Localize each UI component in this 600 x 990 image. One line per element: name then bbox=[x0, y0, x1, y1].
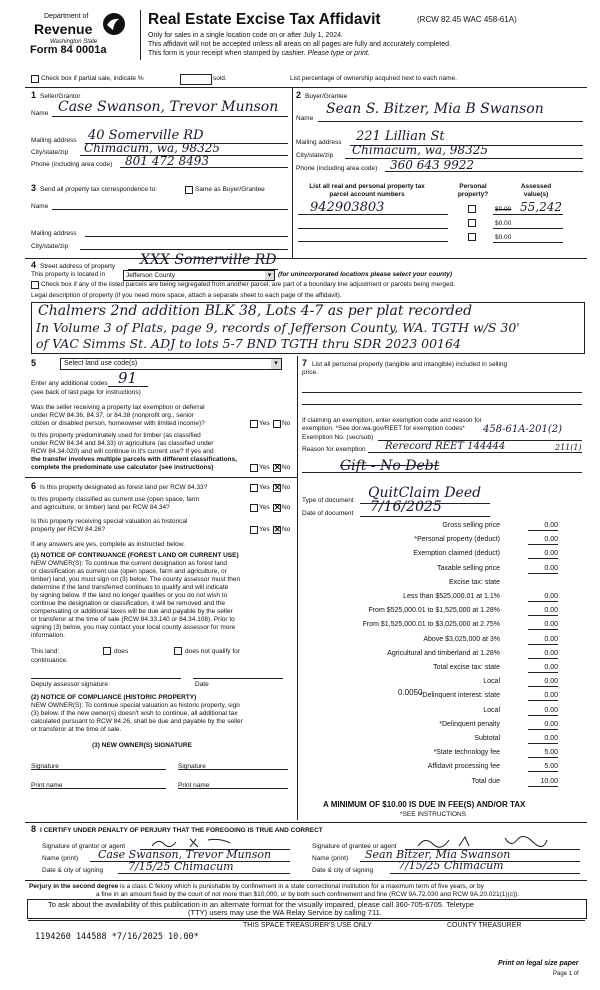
calc-row-label: Subtotal bbox=[474, 735, 500, 742]
grantee-sig-label: Signature of grantee or agent bbox=[312, 843, 397, 850]
buyer-name-label: Name bbox=[296, 115, 314, 122]
logo-revenue: Revenue bbox=[34, 21, 93, 37]
line bbox=[31, 678, 181, 679]
notice1-line: NEW OWNER(S): To continue the current designation as forest land bbox=[31, 560, 228, 567]
calc-row-label: Agricultural and timberland at 1.28% bbox=[387, 649, 500, 657]
notice2-title: (2) NOTICE OF COMPLIANCE (HISTORIC PROPERTY) bbox=[31, 694, 197, 701]
notice3-title: (3) NEW OWNER(S) SIGNATURE bbox=[92, 742, 192, 749]
calc-row-label: Affidavit processing fee bbox=[427, 763, 500, 771]
line bbox=[493, 214, 563, 215]
property-heading-num: 4 bbox=[31, 260, 37, 270]
notice1-line: by signing below. If the land no longer qualifies or you do not wish to bbox=[31, 592, 228, 599]
line bbox=[493, 228, 563, 229]
section7-heading-2: price. bbox=[302, 369, 318, 376]
assessed-1-value[interactable]: 55,242 bbox=[520, 200, 562, 214]
calc-row-value[interactable]: 0.00 bbox=[544, 621, 558, 629]
calc-row-value[interactable]: 0.00 bbox=[544, 706, 558, 714]
calc-row-line bbox=[528, 658, 558, 659]
legal-description-box[interactable] bbox=[31, 302, 585, 354]
calc-row-value[interactable]: 5.00 bbox=[544, 749, 558, 757]
treasurer-use-label: THIS SPACE TREASURER'S USE ONLY bbox=[243, 922, 372, 929]
land-does-label: does bbox=[114, 648, 129, 655]
buyer-heading-num: 2 bbox=[296, 90, 302, 100]
section5-heading-num: 5 bbox=[31, 358, 37, 368]
same-as-buyer-checkbox[interactable] bbox=[185, 186, 193, 194]
same-as-buyer-label: Same as Buyer/Grantee bbox=[195, 186, 265, 193]
personal-property-1-checkbox[interactable] bbox=[468, 205, 476, 213]
this-land-label: This land: bbox=[31, 648, 60, 655]
calc-row-line bbox=[528, 686, 558, 687]
assessed-2-value[interactable]: $0.00 bbox=[495, 220, 512, 227]
doc-type-label: Type of document bbox=[302, 497, 354, 504]
q2-line-4: the transfer involves multiple parcels with different classifications, bbox=[31, 456, 237, 463]
seller-mailing-label: Mailing address bbox=[31, 137, 77, 144]
line bbox=[52, 116, 288, 117]
personal-property-3-checkbox[interactable] bbox=[468, 233, 476, 241]
accessibility-box bbox=[27, 899, 587, 919]
s6-q3-line-1: Is this property receiving special valuation as historical bbox=[31, 518, 188, 525]
s6-q2-line-1: Is this property classified as current use (open space, farm bbox=[31, 496, 200, 503]
s6-q3-yes-checkbox[interactable] bbox=[250, 526, 258, 534]
located-label: This property is located in bbox=[31, 271, 106, 278]
calc-row-label: *Delinquent penalty bbox=[439, 720, 500, 728]
s6-q1-yes-label: Yes bbox=[259, 484, 270, 491]
partial-sale-checkbox[interactable] bbox=[31, 75, 39, 83]
header-divider bbox=[140, 10, 141, 60]
seller-city-label: City/state/zip bbox=[31, 149, 69, 156]
s6-q1-no-checkbox[interactable]: ✕ bbox=[274, 483, 281, 492]
street-label: Street address of property bbox=[40, 263, 116, 270]
q1-no-label: No bbox=[282, 420, 291, 427]
assessed-value-header: Assessed value(s) bbox=[520, 183, 552, 198]
calc-row-label: From $1,525,000.01 to $3,025,000 at 2.75% bbox=[362, 621, 500, 629]
s6-q2-no-checkbox[interactable]: ✕ bbox=[274, 503, 281, 512]
land-does-checkbox[interactable] bbox=[103, 647, 111, 655]
notice1-line: continue the designation or classification, it will be removed and the bbox=[31, 600, 226, 607]
assessed-3-value[interactable]: $0.00 bbox=[495, 234, 512, 241]
calc-row-line bbox=[528, 601, 558, 602]
codes-value[interactable]: 91 bbox=[118, 369, 138, 387]
notice1-line: signing (3) below, you may contact your local county assessor for more bbox=[31, 624, 236, 631]
land-does-not-label: does not qualify for bbox=[185, 648, 240, 655]
calc-row-value[interactable]: 0.00 bbox=[544, 720, 558, 728]
header-note-1: Only for sales in a single location code on or after July 1, 2024. bbox=[148, 32, 343, 39]
line bbox=[360, 516, 490, 517]
personal-property-2-checkbox[interactable] bbox=[468, 219, 476, 227]
section6-heading-num: 6 bbox=[31, 481, 37, 491]
calc-row-label: Less than $525,000.01 at 1.1% bbox=[403, 593, 500, 600]
section8-heading-num: 8 bbox=[31, 824, 37, 834]
perjury-text-2: a fine in an amount fixed by the court of not more than $10,000, or by both such confinement and fine (RCW 9A.72.030 and RCW 9A.20.021(1)(c)). bbox=[96, 891, 520, 898]
grantor-name-value[interactable]: Case Swanson, Trevor Munson bbox=[98, 848, 272, 861]
line bbox=[298, 214, 448, 215]
q2-line-5: complete the predominate use calculator (see instructions) bbox=[31, 464, 214, 471]
header-note-3 bbox=[148, 50, 370, 58]
calc-row-label: Gross selling price bbox=[442, 522, 500, 529]
q2-line-1: Is this property predominately used for timber (as classified bbox=[31, 432, 201, 439]
q2-line-2: under RCW 84.34 and 84.33) or agriculture (as classified under bbox=[31, 440, 214, 447]
calc-row-value[interactable]: 0.00 bbox=[544, 678, 558, 686]
buyer-mailing-label: Mailing address bbox=[296, 139, 342, 146]
calc-row-value[interactable]: 0.00 bbox=[544, 593, 558, 600]
treasurer-divider bbox=[28, 920, 585, 921]
partial-sale-percent-input[interactable] bbox=[180, 74, 212, 85]
land-does-not-checkbox[interactable] bbox=[174, 647, 182, 655]
line bbox=[52, 209, 288, 210]
exemption-no-label: Exemption No. (sec/sub) bbox=[302, 434, 374, 441]
legal-line-1: Chalmers 2nd addition BLK 38, Lots 4-7 as per plat recorded bbox=[38, 303, 473, 319]
grantor-sig-label: Signature of grantor or agent bbox=[42, 843, 126, 850]
line bbox=[85, 236, 288, 237]
section8-heading: I CERTIFY UNDER PENALTY OF PERJURY THAT THE FOREGOING IS TRUE AND CORRECT bbox=[40, 827, 323, 834]
calc-row-line bbox=[528, 544, 558, 545]
line bbox=[368, 452, 582, 453]
logo-state: Washington State bbox=[50, 39, 98, 45]
q1-line-2: under RCW 84.36, 84.37, or 84.38 (nonprofit org., senior bbox=[31, 412, 194, 419]
s6-q2-no-label: No bbox=[282, 504, 291, 511]
s6-q3-yes-label: Yes bbox=[259, 526, 270, 533]
new-owner-signature-2: Signature bbox=[178, 763, 206, 770]
notice2-line: (3) below. If the new owner(s) doesn't wish to continue, all additional tax bbox=[31, 710, 238, 717]
calc-row-line bbox=[528, 672, 558, 673]
grantee-name-value[interactable]: Sean Bitzer, Mia Swanson bbox=[365, 848, 511, 861]
deputy-signature-label: Deputy assessor signature bbox=[31, 681, 108, 688]
calc-row-line bbox=[528, 715, 558, 716]
codes-label: Enter any additional codes bbox=[31, 380, 108, 387]
calc-row-value[interactable]: 0.00 bbox=[544, 635, 558, 643]
calc-row-value[interactable]: 10.00 bbox=[540, 777, 558, 785]
vertical-divider bbox=[292, 88, 293, 258]
calc-row-label: Taxable selling price bbox=[436, 564, 500, 572]
s6-q3-no-label: No bbox=[282, 526, 291, 533]
stamp: 1194260 144588 *7/16/2025 10.00* bbox=[35, 932, 199, 942]
buyer-phone-value[interactable]: 360 643 9922 bbox=[390, 158, 474, 172]
calc-row-line bbox=[528, 573, 558, 574]
calc-row-line bbox=[528, 644, 558, 645]
parcel-1-value[interactable]: 942903803 bbox=[310, 200, 385, 215]
q2-yes-label: Yes bbox=[259, 464, 270, 471]
calc-row-label: Local bbox=[483, 678, 500, 686]
notice1-line: determine if the land transferred continues to qualify and will indicate bbox=[31, 584, 229, 591]
q2-line-3: RCW 84.34.020) and will continue in it's current use? If yes and bbox=[31, 448, 214, 455]
calc-row-line bbox=[528, 729, 558, 730]
line bbox=[390, 873, 580, 874]
q2-no-checkbox[interactable]: ✕ bbox=[274, 463, 281, 472]
notice2-line: or transferor at the time of sale. bbox=[31, 726, 122, 733]
reason-line-2[interactable]: Gift - No Debt bbox=[340, 458, 440, 474]
land-use-select-label: Select land use code(s) bbox=[64, 360, 138, 367]
continuance-label: continuance. bbox=[31, 657, 68, 664]
grantee-name-label: Name (print) bbox=[312, 855, 349, 862]
seller-phone-value[interactable]: 801 472 8493 bbox=[125, 154, 209, 168]
county-select[interactable] bbox=[123, 270, 275, 281]
calc-row-line bbox=[528, 757, 558, 758]
notice1-line: information. bbox=[31, 632, 65, 639]
county-note: (for unincorporated locations please select your county) bbox=[278, 271, 453, 278]
county-treasurer-label: COUNTY TREASURER bbox=[447, 922, 522, 929]
calc-row-value[interactable]: 0.00 bbox=[544, 664, 558, 671]
new-owner-print-2: Print name bbox=[178, 782, 210, 789]
s6-q3-no-checkbox[interactable]: ✕ bbox=[274, 525, 281, 534]
s6-q3-line-2: property per RCW 84.26? bbox=[31, 526, 106, 533]
s6-q2-line-2: and agriculture, or timber) land per RCW 84.34? bbox=[31, 504, 170, 511]
calc-row-value[interactable]: 5.00 bbox=[544, 763, 558, 771]
exemption-intro-2: exemption. *See dor.wa.gov/REET for exemption codes* bbox=[302, 425, 465, 432]
notice2-line: calculated pursuant to RCW 84.26, shall be due and payable by the seller bbox=[31, 718, 243, 725]
divider bbox=[25, 880, 587, 881]
line bbox=[298, 241, 448, 242]
s6-q2-yes-label: Yes bbox=[259, 504, 270, 511]
notice1-line: or transferor at the time of sale (RCW 84.33.140 or 84.34.108). Prior to bbox=[31, 616, 235, 623]
notice1-line: compensating or additional taxes will be due and payable by the seller bbox=[31, 608, 233, 615]
logo-department: Department of bbox=[44, 13, 89, 20]
corr-heading: Send all property tax correspondence to: bbox=[40, 186, 158, 193]
grantor-date-label: Date & city of signing bbox=[42, 867, 104, 874]
buyer-name-value[interactable]: Sean S. Bitzer, Mia B Swanson bbox=[326, 101, 544, 117]
divider bbox=[25, 87, 587, 88]
segregated-label: Check box if any of the listed parcels are being segregated from another parcel, are part of a boundary line adjustment or parcels being merged. bbox=[41, 281, 456, 288]
q1-line-3: citizen or disabled person, homeowner with limited income)? bbox=[31, 420, 205, 427]
perjury-notice bbox=[29, 883, 484, 891]
line bbox=[118, 873, 290, 874]
wa-logo-icon bbox=[102, 12, 126, 36]
calc-row-label: Above $3,025,000 at 3% bbox=[423, 635, 500, 643]
header-note-3-text: This form is your receipt when stamped by cashier. bbox=[148, 50, 306, 57]
calc-row-label: From $525,000.01 to $1,525,000 at 1.28% bbox=[368, 607, 500, 615]
seller-heading-num: 1 bbox=[31, 90, 37, 100]
ownership-note: List percentage of ownership acquired next to each name. bbox=[290, 75, 457, 82]
section7-heading-1: List all personal property (tangible and intangible) included in selling bbox=[312, 361, 508, 368]
divider bbox=[25, 477, 297, 478]
street-value[interactable]: XXX Somerville RD bbox=[140, 252, 277, 268]
line bbox=[302, 392, 582, 393]
grantee-date-value[interactable]: 7/15/25 Chimacum bbox=[398, 859, 504, 872]
deputy-date-label: Date bbox=[195, 681, 209, 688]
partial-sale-label: Check box if partial sale, indicate % bbox=[41, 75, 144, 82]
personal-property-header: Personal property? bbox=[457, 183, 489, 198]
notice2-line: NEW OWNER(S): To continue special valuation as historic property, sign bbox=[31, 702, 240, 709]
seller-name-label: Name bbox=[31, 110, 49, 117]
doc-type-value[interactable]: QuitClaim Deed bbox=[368, 485, 482, 501]
perjury-text: is a class C felony which is punishable by confinement in a state correctional institution for a maximum term of five years, or by bbox=[120, 883, 484, 890]
grantor-name-label: Name (print) bbox=[42, 855, 79, 862]
accessibility-line-2: (TTY) users may use the WA Relay Service by calling 711. bbox=[188, 908, 382, 917]
calc-row-label: *Delinquent interest: state bbox=[419, 692, 500, 700]
calc-row-label: Local bbox=[483, 706, 500, 714]
legal-line-3: of VAC Simms St. ADJ to lots 5-7 BND TGTH thru SDR 2023 00164 bbox=[36, 336, 461, 351]
grantor-date-value[interactable]: 7/15/25 Chimacum bbox=[128, 860, 234, 873]
page-number: Page 1 of bbox=[553, 971, 579, 977]
calc-row-line bbox=[528, 558, 558, 559]
buyer-city-label: City/state/zip bbox=[296, 152, 334, 159]
parcel-header: List all real and personal property tax parcel account numbers bbox=[309, 183, 425, 198]
codes-note: (see back of last page for instructions) bbox=[31, 389, 141, 396]
calc-row-label: *Personal property (deduct) bbox=[414, 536, 500, 544]
notice1-title: (1) NOTICE OF CONTINUANCE (FOREST LAND OR CURRENT USE) bbox=[31, 552, 239, 559]
vertical-divider bbox=[297, 356, 298, 820]
buyer-heading: Buyer/Grantee bbox=[305, 93, 348, 100]
partial-sale-suffix: sold. bbox=[213, 75, 227, 82]
seller-phone-label: Phone (including area code) bbox=[31, 161, 113, 168]
calc-row-label: *State technology fee bbox=[433, 749, 500, 757]
calc-row-label: Total due bbox=[471, 777, 500, 785]
q1-yes-label: Yes bbox=[259, 420, 270, 427]
doc-date-value[interactable]: 7/16/2025 bbox=[370, 499, 442, 515]
land-use-select[interactable] bbox=[60, 358, 282, 370]
corr-city-label: City/state/zip bbox=[31, 243, 69, 250]
corr-name-label: Name bbox=[31, 203, 49, 210]
s6-q1: Is this property designated as forest land per RCW 84.33? bbox=[40, 484, 208, 491]
q2-yes-checkbox[interactable] bbox=[250, 464, 258, 472]
form-title: Real Estate Excise Tax Affidavit bbox=[148, 11, 381, 28]
form-statute: (RCW 82.45 WAC 458-61A) bbox=[417, 15, 517, 24]
calc-row-value[interactable]: 0.00 bbox=[544, 536, 558, 544]
segregated-checkbox[interactable] bbox=[31, 281, 39, 289]
doc-date-label: Date of document bbox=[302, 510, 354, 517]
s6-q1-no-label: No bbox=[282, 484, 291, 491]
notice1-line: timber) land, you must sign on (3) below. The county assessor must then bbox=[31, 576, 241, 583]
seller-city-value[interactable]: Chimacum, wa, 98325 bbox=[84, 141, 220, 155]
q1-no-checkbox[interactable] bbox=[273, 420, 281, 428]
line bbox=[193, 678, 283, 679]
calc-row-value[interactable]: 0.00 bbox=[544, 550, 558, 558]
perjury-bold: Perjury in the second degree bbox=[29, 883, 119, 890]
new-owner-signature-1: Signature bbox=[31, 763, 59, 770]
header-note-3-italic: Please type or print. bbox=[307, 50, 370, 57]
corr-mailing-label: Mailing address bbox=[31, 230, 77, 237]
calc-row-value[interactable]: 0.00 bbox=[544, 692, 558, 700]
divider bbox=[25, 822, 587, 823]
line bbox=[298, 228, 448, 229]
accessibility-line-1: To ask about the availability of this publication in an alternate format for the visually impaired, please call 360-705-6705. Teletype bbox=[48, 900, 474, 909]
minimum-note: A MINIMUM OF $10.00 IS DUE IN FEE(S) AND/OR TAX bbox=[323, 800, 526, 809]
new-owner-print-1: Print name bbox=[31, 782, 63, 789]
see-instructions: *SEE INSTRUCTIONS bbox=[400, 811, 467, 818]
s6-q1-yes-checkbox[interactable] bbox=[250, 484, 258, 492]
exemption-code-value[interactable]: 458-61A-201(2) bbox=[483, 424, 563, 435]
notice1-line: or classification as current use (open space, farm and agriculture, or bbox=[31, 568, 227, 575]
q1-yes-checkbox[interactable] bbox=[250, 420, 258, 428]
calc-row-label: Excise tax: state bbox=[449, 578, 500, 586]
form-number: Form 84 0001a bbox=[30, 44, 107, 56]
seller-name-value[interactable]: Case Swanson, Trevor Munson bbox=[58, 99, 279, 115]
calc-row-line bbox=[528, 786, 558, 787]
calc-row-line bbox=[528, 530, 558, 531]
q1-line-1: Was the seller receiving a property tax exemption or deferral bbox=[31, 404, 205, 411]
reason-value[interactable]: Rerecord REET 144444 bbox=[385, 441, 506, 452]
reason-label: Reason for exemption bbox=[302, 446, 366, 453]
header-note-2: This affidavit will not be accepted unless all areas on all pages are fully and accurately completed. bbox=[148, 41, 451, 48]
local-rate: 0.0050 bbox=[398, 688, 423, 697]
line bbox=[80, 249, 288, 250]
section7-heading-num: 7 bbox=[302, 358, 308, 368]
buyer-city-value[interactable]: Chimacum, wa, 98325 bbox=[352, 143, 488, 157]
calc-row-line bbox=[528, 771, 558, 772]
grantee-date-label: Date & city of signing bbox=[312, 867, 374, 874]
calc-row-label: Total excise tax: state bbox=[433, 664, 500, 671]
buyer-phone-label: Phone (including area code) bbox=[296, 165, 378, 172]
buyer-mailing-value[interactable]: 221 Lillian St bbox=[356, 129, 445, 144]
chevron-down-icon: ▾ bbox=[271, 359, 281, 369]
line bbox=[318, 121, 583, 122]
calc-row-line bbox=[528, 615, 558, 616]
assessed-1-struck: $0.00 bbox=[495, 206, 512, 213]
legal-label: Legal description of property (if you need more space, attach a separate sheet to each page of the affidavit). bbox=[31, 292, 342, 299]
calc-row-value[interactable]: 0.00 bbox=[544, 564, 558, 572]
seller-mailing-value[interactable]: 40 Somerville RD bbox=[88, 128, 204, 143]
calc-row-line bbox=[528, 743, 558, 744]
line bbox=[493, 242, 563, 243]
county-select-value: Jefferson County bbox=[126, 272, 176, 279]
line bbox=[302, 404, 582, 405]
calc-row-value[interactable]: 0.00 bbox=[544, 522, 558, 529]
divider bbox=[25, 258, 587, 259]
q2-no-label: No bbox=[282, 464, 291, 471]
calc-row-label: Exemption claimed (deduct) bbox=[413, 550, 500, 558]
calc-row-line bbox=[528, 700, 558, 701]
calc-row-value[interactable]: 0.00 bbox=[544, 607, 558, 615]
corr-heading-num: 3 bbox=[31, 183, 37, 193]
chevron-down-icon: ▾ bbox=[265, 271, 274, 280]
answers-note: If any answers are yes, complete as instructed below. bbox=[31, 541, 185, 548]
s6-q2-yes-checkbox[interactable] bbox=[250, 504, 258, 512]
print-legal: Print on legal size paper bbox=[498, 960, 579, 967]
calc-row-value[interactable]: 0.00 bbox=[544, 649, 558, 657]
exemption-intro-1: If claiming an exemption, enter exemption code and reason for bbox=[302, 417, 482, 424]
legal-line-2: In Volume 3 of Plats, page 9, records of Jefferson County, WA. TGTH w/S 30' bbox=[36, 320, 520, 335]
calc-row-line bbox=[528, 629, 558, 630]
seller-heading: Seller/Grantor bbox=[40, 93, 81, 100]
calc-row-value[interactable]: 0.00 bbox=[544, 735, 558, 742]
reason-extra: 211(1) bbox=[555, 443, 582, 452]
